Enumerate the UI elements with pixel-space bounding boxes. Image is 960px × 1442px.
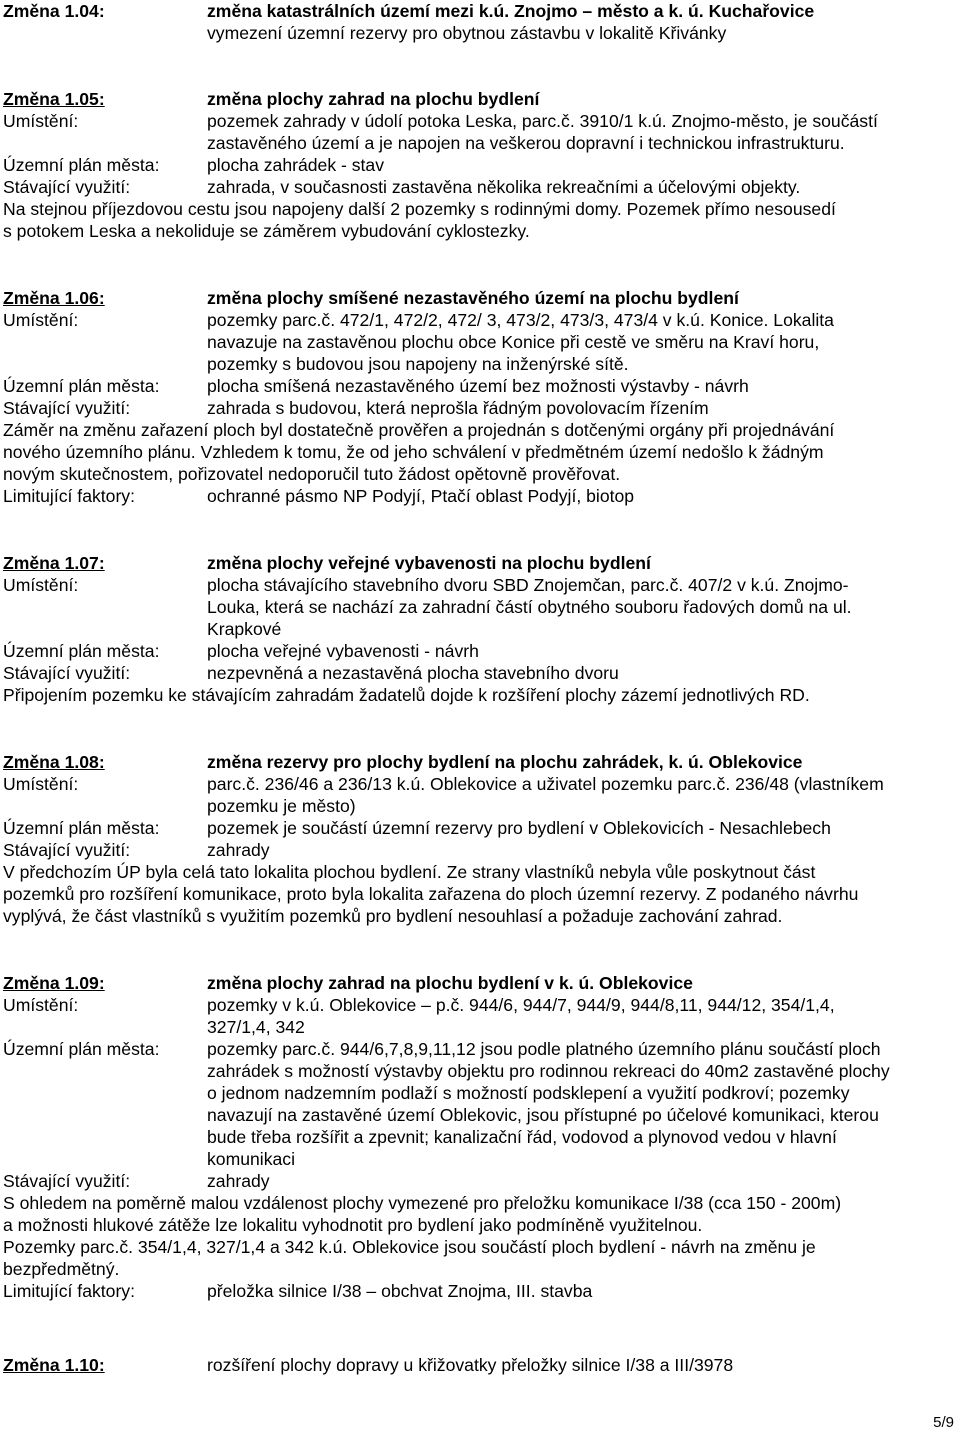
- limit-label: Limitující faktory:: [3, 1281, 135, 1301]
- location-line: zastavěného území a je napojen na veškerou dopravní i technickou infrastrukturu.: [207, 133, 845, 153]
- use-label: Stávající využití:: [3, 398, 131, 418]
- plan-line: pozemky parc.č. 944/6,7,8,9,11,12 jsou podle platného územního plánu součástí ploch: [207, 1039, 881, 1059]
- use-value: zahrada s budovou, která neprošla řádným povolovacím řízením: [207, 398, 709, 418]
- body-text-line: S ohledem na poměrně malou vzdálenost plochy vymezené pro přeložku komunikace I/38 (cca 150 - 200m): [3, 1193, 842, 1213]
- location-label: Umístění:: [3, 575, 79, 595]
- location-line: pozemky parc.č. 472/1, 472/2, 472/ 3, 473/2, 473/3, 473/4 v k.ú. Konice. Lokalita: [207, 310, 834, 330]
- plan-line: komunikaci: [207, 1149, 296, 1169]
- location-line: parc.č. 236/46 a 236/13 k.ú. Oblekovice a uživatel pozemku parc.č. 236/48 (vlastníkem: [207, 774, 884, 794]
- body-text-line: Připojením pozemku ke stávajícím zahradám žadatelů dojde k rozšíření plochy zázemí jednotlivých RD.: [3, 685, 810, 705]
- heading-1-10: Změna 1.10:: [3, 1355, 105, 1375]
- plan-label: Územní plán města:: [3, 818, 160, 838]
- title-1-09: změna plochy zahrad na plochu bydlení v k. ú. Oblekovice: [207, 973, 693, 993]
- heading-1-05: Změna 1.05:: [3, 89, 105, 109]
- limit-value: ochranné pásmo NP Podyjí, Ptačí oblast Podyjí, biotop: [207, 486, 635, 506]
- limit-value: přeložka silnice I/38 – obchvat Znojma, III. stavba: [207, 1281, 593, 1301]
- heading-1-04: Změna 1.04:: [3, 1, 105, 21]
- location-label: Umístění:: [3, 111, 79, 131]
- use-label: Stávající využití:: [3, 663, 131, 683]
- use-value: zahrada, v současnosti zastavěna několika rekreačními a účelovými objekty.: [207, 177, 801, 197]
- heading-1-06: Změna 1.06:: [3, 288, 105, 308]
- body-text-line: vyplývá, že část vlastníků s využitím pozemků pro bydlení nesouhlasí a požaduje zachování zahrad.: [3, 906, 783, 926]
- plan-line: bude třeba rozšířit a zpevnit; kanalizační řád, vodovod a plynovod vedou v hlavní: [207, 1127, 837, 1147]
- plan-value: plocha smíšená nezastavěného území bez možnosti výstavby - návrh: [207, 376, 749, 396]
- body-text-line: a možnosti hlukové zátěže lze lokalitu vyhodnotit pro bydlení jako podmíněně využitelnou.: [3, 1215, 703, 1235]
- plan-line: o jednom nadzemním podlaží s možností podsklepení a využití podkroví; pozemky: [207, 1083, 850, 1103]
- body-text-line: novým skutečnostem, pořizovatel nedoporučil tuto žádost opětovně prověřovat.: [3, 464, 621, 484]
- body-text-line: s potokem Leska a nekoliduje se záměrem vybudování cyklostezky.: [3, 221, 530, 241]
- plan-line: zahrádek s možností výstavby objektu pro rodinnou rekreaci do 40m2 zastavěné plochy: [207, 1061, 890, 1081]
- title-1-05: změna plochy zahrad na plochu bydlení: [207, 89, 540, 109]
- body-text-line: Záměr na změnu zařazení ploch byl dostatečně prověřen a projednán s dotčenými orgány při projednávání: [3, 420, 835, 440]
- body-text-line: Pozemky parc.č. 354/1,4, 327/1,4 a 342 k.ú. Oblekovice jsou součástí ploch bydlení - návrh na změnu je: [3, 1237, 816, 1257]
- use-label: Stávající využití:: [3, 177, 131, 197]
- plan-label: Územní plán města:: [3, 155, 160, 175]
- body-text-line: pozemků pro rozšíření komunikace, proto byla lokalita zařazena do ploch územní rezervy. Z podaného návrhu: [3, 884, 859, 904]
- title-1-04: změna katastrálních území mezi k.ú. Znojmo – město a k. ú. Kuchařovice: [207, 1, 815, 21]
- title-1-08: změna rezervy pro plochy bydlení na plochu zahrádek, k. ú. Oblekovice: [207, 752, 803, 772]
- plan-label: Územní plán města:: [3, 376, 160, 396]
- location-line: pozemku je město): [207, 796, 356, 816]
- use-label: Stávající využití:: [3, 840, 131, 860]
- location-line: pozemek zahrady v údolí potoka Leska, parc.č. 3910/1 k.ú. Znojmo-město, je součástí: [207, 111, 878, 131]
- location-line: pozemky s budovou jsou napojeny na inženýrské sítě.: [207, 354, 629, 374]
- location-label: Umístění:: [3, 310, 79, 330]
- body-text-line: V předchozím ÚP byla celá tato lokalita plochou bydlení. Ze strany vlastníků nebyla vůle poskytnout část: [3, 862, 816, 882]
- location-line: pozemky v k.ú. Oblekovice – p.č. 944/6, 944/7, 944/9, 944/8,11, 944/12, 354/1,4,: [207, 995, 835, 1015]
- heading-1-09: Změna 1.09:: [3, 973, 105, 993]
- location-label: Umístění:: [3, 774, 79, 794]
- limit-label: Limitující faktory:: [3, 486, 135, 506]
- title-1-06: změna plochy smíšené nezastavěného území na plochu bydlení: [207, 288, 739, 308]
- location-label: Umístění:: [3, 995, 79, 1015]
- body-text-line: Na stejnou příjezdovou cestu jsou napojeny další 2 pozemky s rodinnými domy. Pozemek přímo nesousedí: [3, 199, 836, 219]
- body-text-line: bezpředmětný.: [3, 1259, 120, 1279]
- title-1-10: rozšíření plochy dopravy u křižovatky přeložky silnice I/38 a III/3978: [207, 1355, 734, 1375]
- title-1-04-line2: vymezení územní rezervy pro obytnou zástavbu v lokalitě Křivánky: [207, 23, 727, 43]
- plan-value: plocha veřejné vybavenosti - návrh: [207, 641, 479, 661]
- location-line: plocha stávajícího stavebního dvoru SBD Znojemčan, parc.č. 407/2 v k.ú. Znojmo-: [207, 575, 849, 595]
- plan-value: plocha zahrádek - stav: [207, 155, 385, 175]
- page-number: 5/9: [933, 1414, 954, 1431]
- body-text-line: nového územního plánu. Vzhledem k tomu, že od jeho schválení v předmětném území nedošlo k žádným: [3, 442, 824, 462]
- heading-1-08: Změna 1.08:: [3, 752, 105, 772]
- use-value: nezpevněná a nezastavěná plocha stavebního dvoru: [207, 663, 619, 683]
- heading-1-07: Změna 1.07:: [3, 553, 105, 573]
- location-line: Krapkové: [207, 619, 282, 639]
- location-line: navazuje na zastavěnou plochu obce Konice při cestě ve směru na Kraví horu,: [207, 332, 820, 352]
- use-value: zahrady: [207, 840, 270, 860]
- use-label: Stávající využití:: [3, 1171, 131, 1191]
- plan-label: Územní plán města:: [3, 641, 160, 661]
- location-line: Louka, která se nachází za zahradní částí obytného souboru řadových domů na ul.: [207, 597, 852, 617]
- title-1-07: změna plochy veřejné vybavenosti na plochu bydlení: [207, 553, 651, 573]
- use-value: zahrady: [207, 1171, 270, 1191]
- location-line: 327/1,4, 342: [207, 1017, 305, 1037]
- plan-value: pozemek je součástí územní rezervy pro bydlení v Oblekovicích - Nesachlebech: [207, 818, 831, 838]
- plan-label: Územní plán města:: [3, 1039, 160, 1059]
- plan-line: navazují na zastavěné území Oblekovic, jsou přístupné po účelové komunikaci, kterou: [207, 1105, 879, 1125]
